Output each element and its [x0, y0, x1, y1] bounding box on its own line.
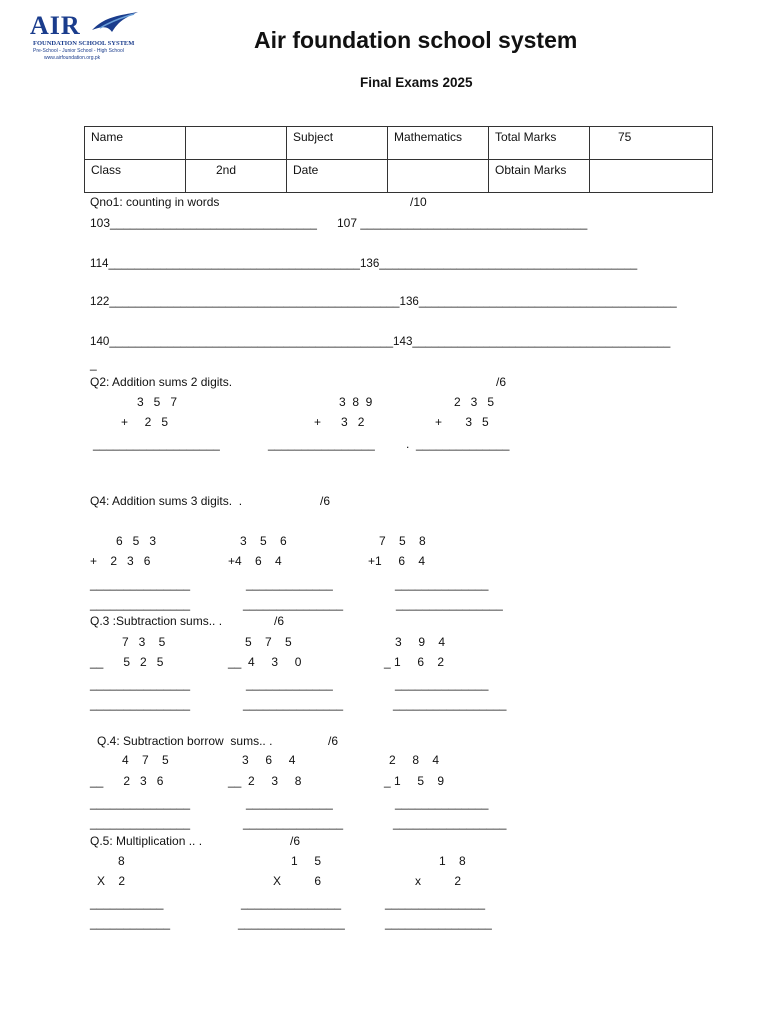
q2-sum-3-bottom: + 3 5: [435, 415, 489, 429]
q3-sum-3-bottom: _ 1 6 2: [384, 655, 445, 669]
q4b-answer-line-6[interactable]: _________________: [393, 816, 507, 830]
q5-title: Q.5: Multiplication .. .: [90, 834, 203, 848]
q3-answer-line-1[interactable]: _______________: [90, 677, 191, 691]
table-cell: 75: [590, 127, 713, 160]
q4-answer-line-2[interactable]: _____________: [246, 577, 333, 591]
table-cell: Subject: [287, 127, 388, 160]
q4-sum-2-bottom: +4 6 4: [228, 554, 282, 568]
q4-answer-line-6[interactable]: ________________: [396, 597, 503, 611]
q1-title: Qno1: counting in words: [90, 195, 220, 209]
table-cell: Obtain Marks: [489, 160, 590, 193]
q2-sum-2-bottom: + 3 2: [314, 415, 365, 429]
school-logo: [30, 8, 145, 64]
q5-answer-line-6[interactable]: ________________: [385, 916, 492, 930]
q1-marks: /10: [410, 195, 427, 209]
q5-sum-1-top: 8: [118, 854, 125, 868]
name-field[interactable]: [186, 127, 287, 160]
q3-answer-line-5[interactable]: _______________: [243, 697, 344, 711]
q4-sum-1-top: 6 5 3: [116, 534, 157, 548]
q1-answer-103[interactable]: 103_______________________________: [90, 216, 317, 230]
table-row: [85, 127, 713, 160]
q4b-answer-line-3[interactable]: ______________: [395, 796, 489, 810]
table-cell: Class: [85, 160, 186, 193]
q4b-sum-2-bottom: __ 2 3 8: [228, 774, 302, 788]
q1-answer-107[interactable]: 107 __________________________________: [337, 216, 588, 230]
q5-answer-line-2[interactable]: _______________: [241, 896, 342, 910]
q2-title: Q2: Addition sums 2 digits.: [90, 375, 233, 389]
q3-answer-line-3[interactable]: ______________: [395, 677, 489, 691]
q5-sum-3-bottom: x 2: [415, 874, 462, 888]
q3-title: Q.3 :Subtraction sums.. .: [90, 614, 223, 628]
q5-answer-line-5[interactable]: ________________: [238, 916, 345, 930]
q4b-sum-3-top: 2 8 4: [389, 753, 440, 767]
q4-answer-line-1[interactable]: _______________: [90, 577, 191, 591]
q5-sum-1-bottom: X 2: [97, 874, 126, 888]
obtain-marks-field[interactable]: [590, 160, 713, 193]
q4b-sum-1-bottom: __ 2 3 6: [90, 774, 164, 788]
q5-answer-line-4[interactable]: ____________: [90, 916, 171, 930]
q3-marks: /6: [274, 614, 285, 628]
q4-sum-2-top: 3 5 6: [240, 534, 287, 548]
q5-answer-line-3[interactable]: _______________: [385, 896, 486, 910]
table-row: [85, 160, 713, 193]
date-field[interactable]: [388, 160, 489, 193]
q1-answer-114-136[interactable]: 114_______________________________________136________________________________________: [90, 257, 638, 270]
q4b-sum-3-bottom: _ 1 5 9: [384, 774, 445, 788]
q2-answer-line-3[interactable]: . ______________: [406, 437, 510, 451]
q5-answer-line-1[interactable]: ___________: [90, 896, 164, 910]
q4b-answer-line-5[interactable]: _______________: [243, 816, 344, 830]
table-cell: Date: [287, 160, 388, 193]
q4-sum-1-bottom: + 2 3 6: [90, 554, 151, 568]
q4-title: Q4: Addition sums 3 digits. .: [90, 494, 243, 508]
q2-answer-line-2[interactable]: ________________: [268, 437, 375, 451]
page-title: Air foundation school system: [254, 27, 578, 53]
table-cell: Mathematics: [388, 127, 489, 160]
q3-answer-line-6[interactable]: _________________: [393, 697, 507, 711]
q1-answer-122-136[interactable]: 122_____________________________________________136________________________________________: [90, 295, 677, 308]
q4-marks: /6: [320, 494, 331, 508]
q2-sum-1-top: 3 5 7: [137, 395, 178, 409]
q5-marks: /6: [290, 834, 301, 848]
q1-stray-underline: _: [90, 357, 97, 371]
q5-sum-2-top: 1 5: [291, 854, 322, 868]
exam-subtitle: Final Exams 2025: [360, 75, 473, 90]
q2-sum-1-bottom: + 2 5: [121, 415, 169, 429]
q4-answer-line-5[interactable]: _______________: [243, 597, 344, 611]
q4-sum-3-top: 7 5 8: [379, 534, 426, 548]
logo-url: www.airfoundation.org.pk: [44, 55, 101, 61]
q3-sum-2-top: 5 7 5: [245, 635, 292, 649]
q4b-sum-2-top: 3 6 4: [242, 753, 296, 767]
q3-sum-1-top: 7 3 5: [122, 635, 166, 649]
q4b-title: Q.4: Subtraction borrow sums.. .: [97, 734, 273, 748]
table-cell: Total Marks: [489, 127, 590, 160]
q3-sum-3-top: 3 9 4: [395, 635, 446, 649]
class-field[interactable]: 2nd: [186, 160, 287, 193]
bird-logo-icon: [90, 8, 142, 38]
q3-sum-2-bottom: __ 4 3 0: [228, 655, 302, 669]
q2-sum-2-top: 3 8 9: [339, 395, 373, 409]
q4-answer-line-4[interactable]: _______________: [90, 597, 191, 611]
q4b-marks: /6: [328, 734, 339, 748]
q4b-answer-line-2[interactable]: _____________: [246, 796, 333, 810]
q3-answer-line-2[interactable]: _____________: [246, 677, 333, 691]
student-info-table: [84, 126, 713, 193]
q4b-answer-line-1[interactable]: _______________: [90, 796, 191, 810]
q2-marks: /6: [496, 375, 507, 389]
q4-answer-line-3[interactable]: ______________: [395, 577, 489, 591]
q4b-sum-1-top: 4 7 5: [122, 753, 169, 767]
q2-answer-line-1[interactable]: ___________________: [93, 437, 220, 451]
q3-sum-1-bottom: __ 5 2 5: [90, 655, 164, 669]
logo-tagline: Pre-School - Junior School - High School: [33, 48, 124, 54]
q5-sum-2-bottom: X 6: [273, 874, 322, 888]
logo-subtitle: FOUNDATION SCHOOL SYSTEM: [33, 40, 135, 47]
logo-text: AIR: [30, 11, 81, 40]
q4-sum-3-bottom: +1 6 4: [368, 554, 426, 568]
q1-answer-140-143[interactable]: 140____________________________________________143________________________________________: [90, 335, 671, 348]
table-cell: Name: [85, 127, 186, 160]
q5-sum-3-top: 1 8: [439, 854, 466, 868]
q3-answer-line-4[interactable]: _______________: [90, 697, 191, 711]
q4b-answer-line-4[interactable]: _______________: [90, 816, 191, 830]
q2-sum-3-top: 2 3 5: [454, 395, 495, 409]
